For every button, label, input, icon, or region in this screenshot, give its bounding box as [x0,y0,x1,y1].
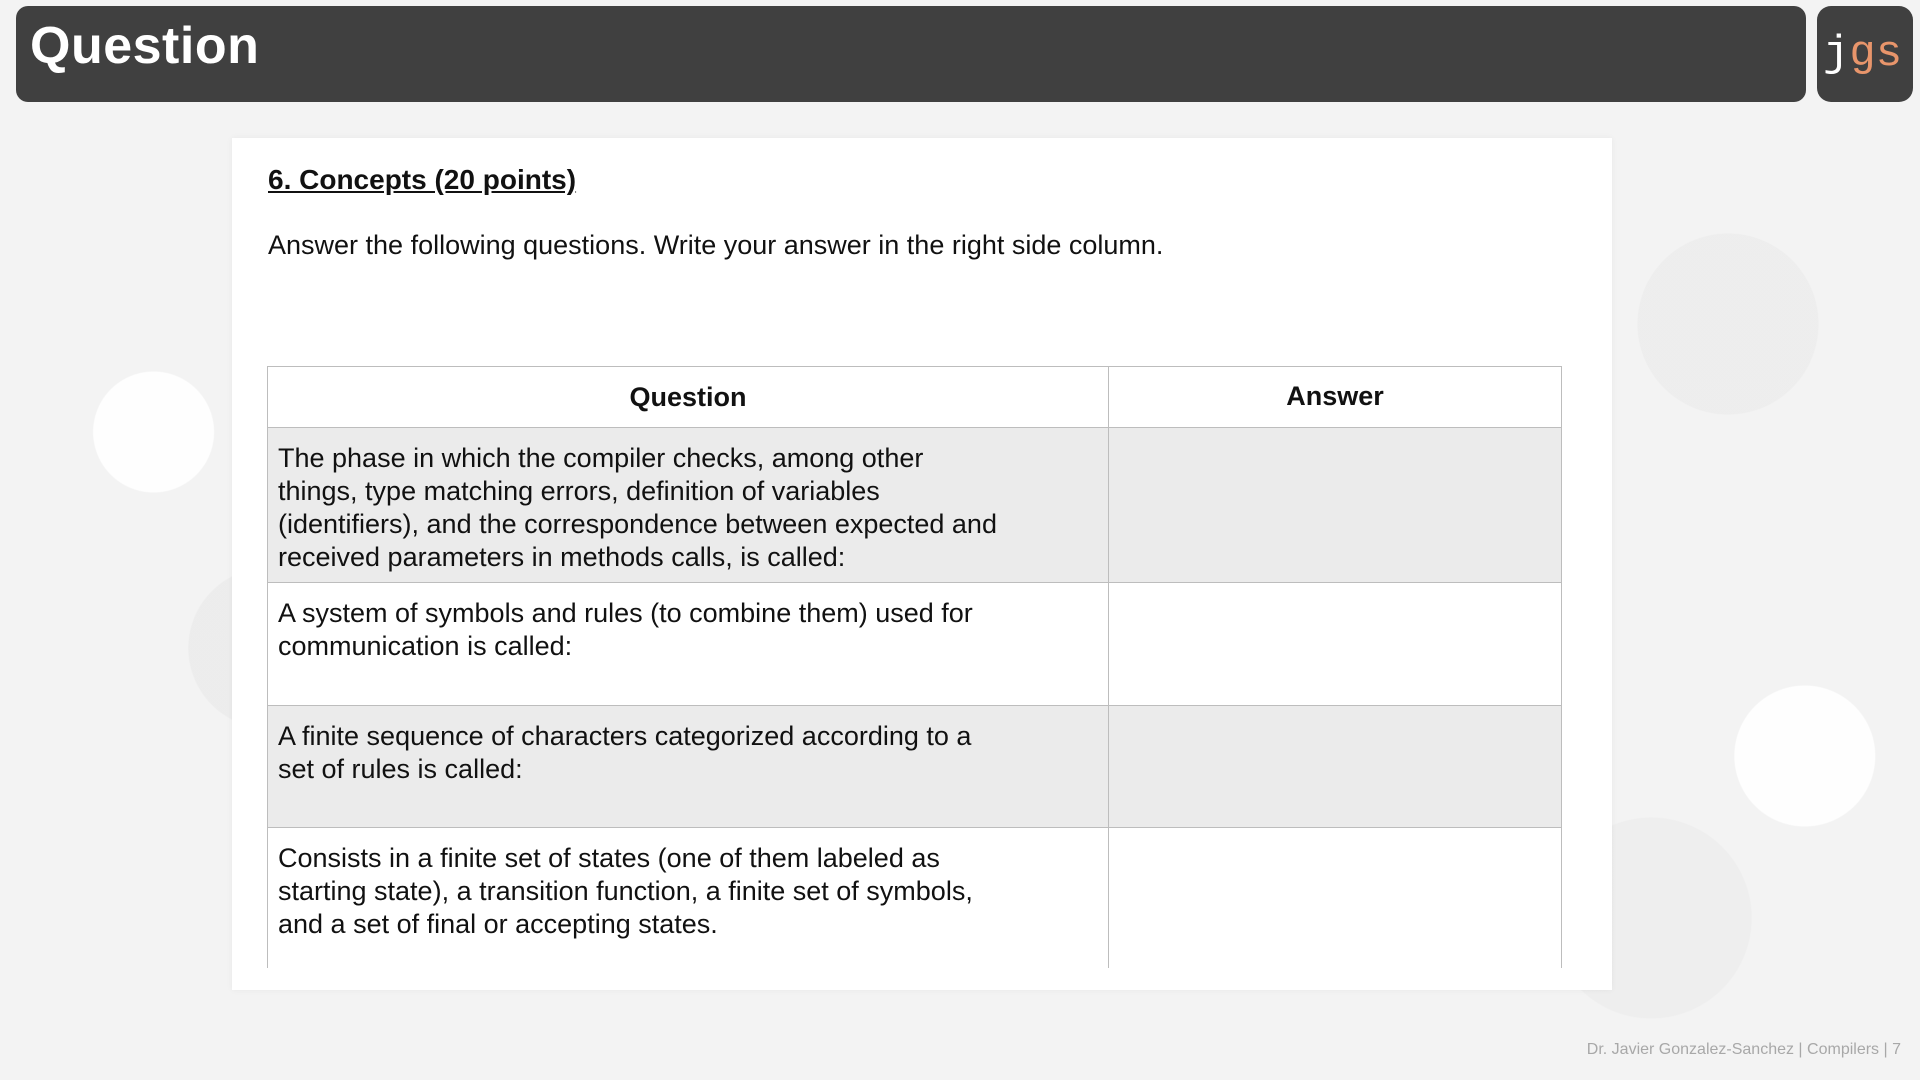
question-text: Consists in a finite set of states (one of them labeled as starting state), a transition function, a finite set of symbols, and a set of final or accepting states. [278,843,973,939]
logo-text [1823,29,1903,79]
table-row [268,583,1561,706]
slide-title: Question [30,17,260,75]
table-row [268,428,1561,583]
answer-cell [1109,428,1561,582]
question-column-header: Question [268,367,1109,427]
answer-cell [1109,583,1561,705]
footer-text: Dr. Javier Gonzalez-Sanchez | Compilers | 7 [1586,1041,1901,1058]
question-cell [268,583,1109,705]
logo-j: j [1823,29,1850,79]
section-heading: 6. Concepts (20 points) [268,164,577,195]
logo-gs: gs [1849,29,1903,79]
question-cell [268,706,1109,827]
question-text: A finite sequence of characters categorized according to a set of rules is called: [278,721,972,784]
table-row [268,706,1561,828]
title-bar [16,6,1806,102]
answer-cell [1109,828,1561,968]
answer-column-header: Answer [1286,381,1384,411]
instructions-text: Answer the following questions. Write your answer in the right side column. [268,230,1164,260]
answer-cell [1109,706,1561,827]
question-cell [268,828,1109,968]
questions-table [267,366,1562,968]
table-row [268,828,1561,968]
document-image [232,138,1612,990]
jgs-logo [1817,6,1913,102]
question-text: A system of symbols and rules (to combine them) used for communication is called: [278,598,973,661]
table-header-row [268,367,1561,428]
question-text: The phase in which the compiler checks, among other things, type matching errors, definition of variables (identifiers), and the correspondence between expected and received parameters in methods calls, is called: [278,443,997,572]
question-cell [268,428,1109,582]
